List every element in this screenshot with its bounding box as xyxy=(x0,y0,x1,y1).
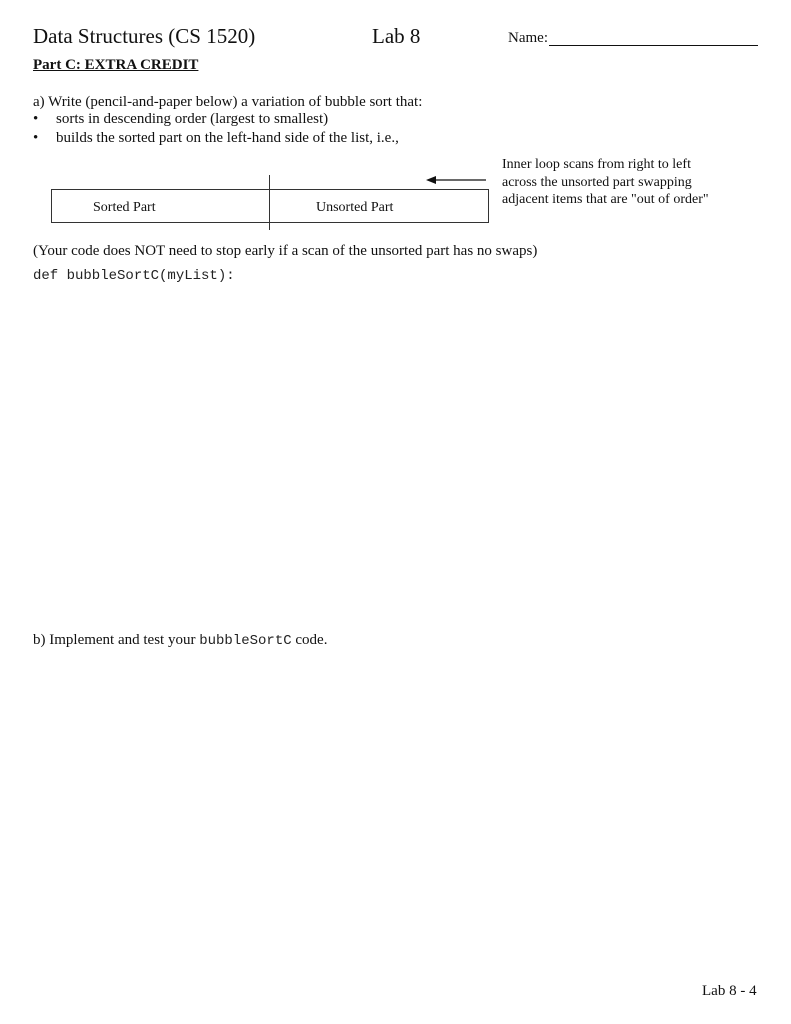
bullet-item-descending: sorts in descending order (largest to smallest) xyxy=(56,111,329,127)
bullet-icon: • xyxy=(33,130,39,146)
annotation-line-2: across the unsorted part swapping xyxy=(502,175,692,190)
function-signature: def bubbleSortC(myList): xyxy=(33,268,235,284)
question-b xyxy=(33,632,327,649)
unsorted-part-label: Unsorted Part xyxy=(316,200,394,215)
annotation-line-1: Inner loop scans from right to left xyxy=(502,157,691,172)
sorted-part-label: Sorted Part xyxy=(93,200,156,215)
lab-title: Lab 8 xyxy=(372,24,421,48)
question-b-code: bubbleSortC xyxy=(199,633,292,649)
part-heading: Part C: EXTRA CREDIT xyxy=(33,57,199,73)
bullet-item-left-sorted: builds the sorted part on the left-hand side of the list, i.e., xyxy=(56,130,399,146)
page-number: Lab 8 - 4 xyxy=(702,983,757,999)
name-blank-line xyxy=(549,45,758,46)
name-label: Name: xyxy=(508,30,548,46)
course-title: Data Structures (CS 1520) xyxy=(33,24,256,48)
annotation-line-3: adjacent items that are "out of order" xyxy=(502,192,709,207)
question-b-prefix: b) Implement and test your xyxy=(33,632,200,648)
sorted-unsorted-divider xyxy=(269,175,270,230)
early-stop-note: (Your code does NOT need to stop early if a scan of the unsorted part has no swaps) xyxy=(33,243,538,259)
question-a-prompt: a) Write (pencil-and-paper below) a variation of bubble sort that: xyxy=(33,94,423,110)
question-b-suffix: code. xyxy=(291,632,328,648)
left-arrow-icon xyxy=(426,173,488,187)
bullet-icon: • xyxy=(33,111,39,127)
